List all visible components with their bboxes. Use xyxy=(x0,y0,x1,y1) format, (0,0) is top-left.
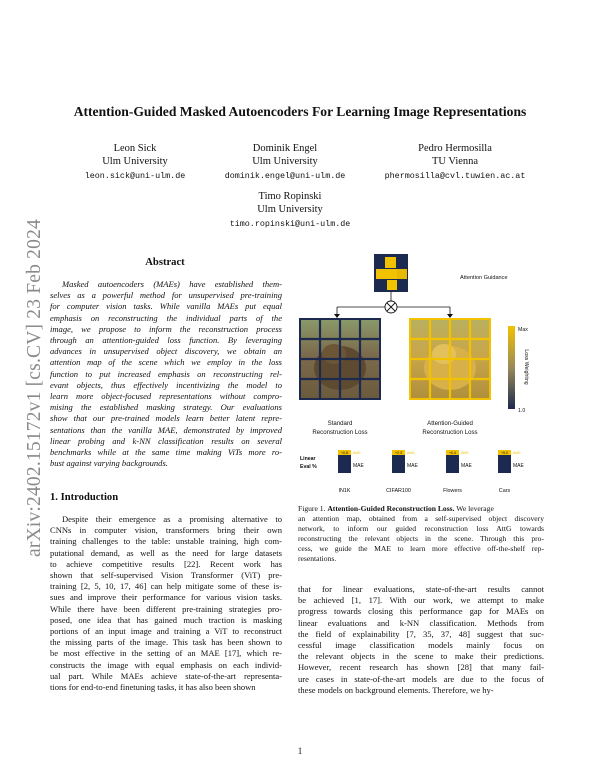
intro-line: portions of an input image and training a ViT to reconstruct xyxy=(50,626,282,637)
body-line: that for linear evaluations, state-of-the-art results cannot xyxy=(298,584,544,594)
caption-label: Figure 1. xyxy=(298,504,326,513)
arxiv-stamp-text: arXiv:2402.15172v1 [cs.CV] 23 Feb 2024 xyxy=(24,219,45,557)
guided-loss-label-2: Reconstruction Loss xyxy=(422,429,478,436)
abstract-line: selves as a powerful method for unsupervised pre-training xyxy=(50,290,282,301)
author-affiliation: Ulm University xyxy=(252,156,318,167)
eval-bars xyxy=(338,450,525,494)
caption-line: network, to inform our guided reconstruction loss AttG towards xyxy=(298,524,544,533)
abstract-line: advances in unsupervised object discovery, we obtain an xyxy=(50,346,282,357)
author-email[interactable]: phermosilla@cvl.tuwien.ac.at xyxy=(384,171,526,181)
intro-line: tions for end-to-end finetuning tasks, it has also been shown xyxy=(50,682,256,693)
abstract-line: through an attention-guided loss function. By leveraging xyxy=(50,335,282,346)
author-block xyxy=(360,142,550,183)
intro-line: posed, one idea that has gained much traction is masking xyxy=(50,614,282,625)
eval-mae-label: MAE xyxy=(461,463,472,469)
eval-mae-label: MAE xyxy=(353,463,364,469)
colorbar-max: Max xyxy=(518,327,528,333)
eval-delta: +0.4 xyxy=(448,451,457,455)
eval-bar-mae xyxy=(446,455,459,473)
paper-title: Attention-Guided Masked Autoencoders For Learning Image Representations xyxy=(73,104,527,119)
intro-heading: 1. Introduction xyxy=(50,492,119,503)
intro-line: training challenges to the table: unstable training, high com- xyxy=(50,536,282,547)
intro-line: putational demand, as well as the need for large datasets xyxy=(50,547,282,558)
intro-line: be most effective in the setting of an MAE [17], which re- xyxy=(50,648,282,659)
attention-cell xyxy=(397,269,407,279)
intro-line: constructs the image with equal emphasis on each individ- xyxy=(50,659,282,670)
attention-cell xyxy=(385,257,396,268)
eval-dataset-label: Flowers xyxy=(443,488,462,494)
author-email[interactable]: leon.sick@uni-ulm.de xyxy=(84,171,186,181)
intro-line: training [2, 5, 10, 17, 46] can help mitigate some of these is- xyxy=(50,581,282,592)
figure-caption xyxy=(298,504,544,564)
colorbar-title: Loss Weighting xyxy=(523,349,529,385)
figure-1 xyxy=(298,254,542,498)
author-affiliation: Ulm University xyxy=(257,204,323,215)
author-name: Leon Sick xyxy=(113,143,157,154)
eval-delta: +5.0 xyxy=(500,451,509,455)
eval-mae-label: MAE xyxy=(407,463,418,469)
eval-mae-label: MAE xyxy=(513,463,524,469)
author-name: Pedro Hermosilla xyxy=(418,143,492,154)
body-line: be achieved [1, 17]. With our work, we attempt to make xyxy=(298,595,544,606)
guided-loss-label-1: Attention-Guided xyxy=(427,420,473,427)
intro-line: sues and improve their performance for various vision tasks. xyxy=(50,592,282,603)
attention-guidance-label: Attention Guidance xyxy=(460,275,508,281)
eval-label-1: Linear xyxy=(300,456,316,462)
abstract-heading: Abstract xyxy=(145,257,185,268)
abstract-line: function to put increased emphasis on reconstructing rel- xyxy=(50,368,282,379)
eval-dataset-label: IN1K xyxy=(338,488,351,494)
eval-delta: +0.8 xyxy=(340,451,349,455)
intro-line: the missing parts of the image. This task has been shown to xyxy=(50,637,282,648)
abstract-line: linear probing and k-NN classification results on several xyxy=(50,435,282,446)
author-block xyxy=(200,142,370,183)
body-line: However, recent research has shown [28] that many fail- xyxy=(298,662,544,673)
author-name: Dominik Engel xyxy=(252,143,318,154)
arxiv-stamp xyxy=(20,208,50,568)
eval-label-2: Eval % xyxy=(300,464,317,470)
author-email[interactable]: dominik.engel@uni-ulm.de xyxy=(224,171,346,181)
eval-attg-label: AttG xyxy=(353,451,361,455)
abstract-line: emphasis on reconstructing the individual parts of the xyxy=(50,312,282,323)
attention-cell xyxy=(387,280,397,290)
abstract-line: mising the established masking strategy. Our evaluations xyxy=(50,402,282,413)
attention-guided-loss-image xyxy=(410,319,490,399)
standard-loss-label-1: Standard xyxy=(327,420,353,427)
eval-bar-mae xyxy=(392,455,405,473)
abstract-line: attention map of the scene which we employ in the loss xyxy=(50,357,282,368)
abstract-line: benchmarks while at the same time making ViTs more ro- xyxy=(50,447,282,458)
author-affiliation: Ulm University xyxy=(102,156,168,167)
caption-line: reconstructing the relevant objects in the scene. Through this pro- xyxy=(298,534,544,543)
eval-attg-label: AttG xyxy=(461,451,469,455)
page-number: 1 xyxy=(297,746,303,756)
abstract-line: Masked autoencoders (MAEs) have established them- xyxy=(62,279,282,289)
colorbar xyxy=(508,326,515,409)
author-email[interactable]: timo.ropinski@uni-ulm.de xyxy=(229,219,351,229)
attention-map xyxy=(374,254,408,292)
author-name: Timo Ropinski xyxy=(258,191,322,202)
caption-line: cess, we guide the MAE to learn more effective off-the-shelf rep- xyxy=(298,544,544,553)
eval-delta: +2.3 xyxy=(394,451,403,455)
abstract-line: image, we propose to inform the reconstruction process xyxy=(50,323,282,334)
body-line: linear evaluations and k-NN classification. Methods from xyxy=(298,617,544,628)
right-column-body xyxy=(298,584,544,696)
intro-line: ual part. While MAEs achieve state-of-the-art representa- xyxy=(50,670,282,681)
author-block xyxy=(70,142,200,183)
arrow-head-icon xyxy=(334,314,340,318)
body-line: progress towards closing this performance gap for MAEs on xyxy=(298,606,544,617)
body-line: ure cases in state-of-the-art models are due to the focus of xyxy=(298,673,544,684)
abstract-line: bust against varying backgrounds. xyxy=(50,458,168,469)
abstract-line: for computer vision tasks. While vanilla MAEs put equal xyxy=(50,301,282,312)
abstract-line: evant objects, thus effectively incentivizing the model to xyxy=(50,379,282,390)
standard-loss-label-2: Reconstruction Loss xyxy=(312,429,368,436)
eval-dataset-label: CIFAR100 xyxy=(386,488,411,494)
intro-line: to achieve competitive results [22]. Recent work has xyxy=(50,558,282,569)
eval-bar-mae xyxy=(338,455,351,473)
intro-body xyxy=(50,514,282,693)
caption-bold: Attention-Guided Reconstruction Loss. xyxy=(327,504,455,513)
abstract-line: show that our pre-trained models learn better latent repre- xyxy=(50,413,282,424)
arrow-head-icon xyxy=(447,314,453,318)
intro-line: Despite their emergence as a promising alternative to xyxy=(62,514,282,524)
caption-text xyxy=(298,504,544,564)
eval-dataset-label: Cars xyxy=(498,488,511,494)
standard-loss-image xyxy=(300,319,380,399)
intro-line: While there have been different pre-training strategies pro- xyxy=(50,603,282,614)
caption-line: We leverage xyxy=(456,504,494,513)
caption-line: an attention map, obtained from a self-supervised object discovery xyxy=(298,514,544,523)
body-line: cessful image classification models mainly focus on xyxy=(298,640,544,651)
attention-cell xyxy=(387,269,397,279)
intro-line: CNNs in computer vision, transformers bring their own xyxy=(50,525,282,536)
author-block xyxy=(210,190,370,231)
abstract-line: sentations than the vanilla MAE, demonstrated by improved xyxy=(50,424,282,435)
abstract-body xyxy=(50,279,282,469)
body-line: these models on background elements. Therefore, we hy- xyxy=(298,684,494,695)
abstract-line: learn more object-focused representations without compro- xyxy=(50,391,282,402)
author-affiliation: TU Vienna xyxy=(431,156,479,167)
caption-line: resentations. xyxy=(298,554,337,563)
eval-bar-mae xyxy=(498,455,511,473)
body-line: the field of explainability [7, 35, 37, 48] suggest that suc- xyxy=(298,628,544,639)
eval-attg-label: AttG xyxy=(407,451,415,455)
colorbar-min: 1.0 xyxy=(518,408,526,414)
figure-graphic xyxy=(298,254,542,498)
intro-line: shown that self-supervised Vision Transformer (ViT) pre- xyxy=(50,570,282,581)
body-line: the relevant objects in the scene to make their predictions. xyxy=(298,651,544,662)
eval-attg-label: AttG xyxy=(513,451,521,455)
attention-cell xyxy=(376,269,387,279)
